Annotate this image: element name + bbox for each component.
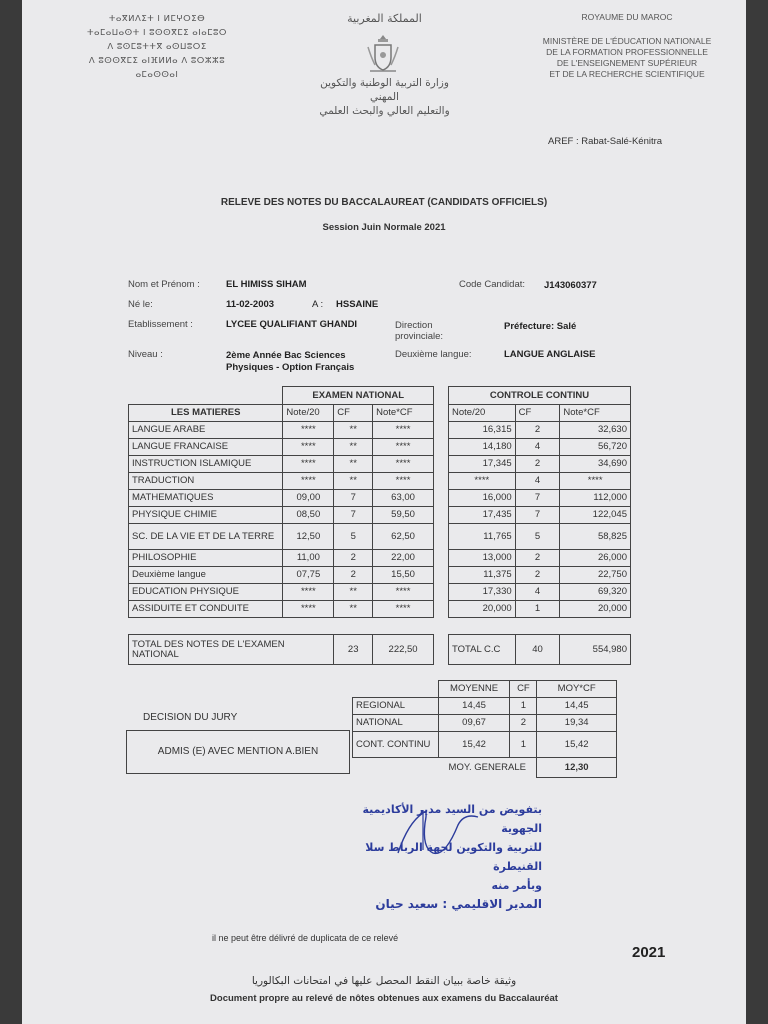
subject-name: INSTRUCTION ISLAMIQUE	[129, 456, 283, 473]
grade-cell: **	[334, 456, 373, 473]
table-row	[449, 490, 631, 507]
grade-cell: 11,00	[283, 550, 334, 567]
table-row	[129, 584, 434, 601]
table-row	[129, 422, 434, 439]
average-moycf: 15,42	[537, 732, 617, 758]
grade-cell: 112,000	[560, 490, 631, 507]
average-label: REGIONAL	[353, 698, 439, 715]
table-row	[353, 732, 617, 758]
table-row	[129, 456, 434, 473]
table-row	[449, 567, 631, 584]
subject-name: SC. DE LA VIE ET DE LA TERRE	[129, 524, 283, 550]
grade-cell: 59,50	[373, 507, 434, 524]
controle-continu-table	[448, 386, 631, 665]
subject-name: LANGUE ARABE	[129, 422, 283, 439]
total-cc-value: 554,980	[560, 635, 631, 665]
second-language-label: Deuxième langue:	[395, 349, 472, 360]
grade-cell: 4	[515, 473, 560, 490]
grade-cell: ****	[283, 601, 334, 618]
table-row	[449, 456, 631, 473]
grade-cell: ****	[283, 456, 334, 473]
table-row	[129, 439, 434, 456]
grade-cell: ****	[560, 473, 631, 490]
grade-cell: 15,50	[373, 567, 434, 584]
birth-place: HSSAINE	[336, 299, 379, 310]
grade-cell: 11,765	[449, 524, 516, 550]
royal-coat-of-arms-icon	[364, 33, 402, 77]
total-exam-label: TOTAL DES NOTES DE L'EXAMEN NATIONAL	[129, 635, 334, 665]
exam-national-table	[128, 386, 434, 665]
grade-cell: 5	[515, 524, 560, 550]
grade-cell: 22,750	[560, 567, 631, 584]
subject-name: PHYSIQUE CHIMIE	[129, 507, 283, 524]
table-row	[129, 524, 434, 550]
handwritten-signature	[378, 798, 488, 868]
tifinagh-line: ⴷ ⵓⵙⵎⵓⵜⵜⴳ ⴰⵙⵡⵓⵔⵉ	[107, 42, 207, 52]
grade-cell: **	[334, 439, 373, 456]
grade-cell: ****	[373, 584, 434, 601]
grade-cell: 09,00	[283, 490, 334, 507]
grade-cell: 07,75	[283, 567, 334, 584]
grade-cell: ****	[373, 601, 434, 618]
candidate-code: J143060377	[544, 280, 597, 291]
column-header: Note*CF	[373, 405, 434, 422]
average-label: NATIONAL	[353, 715, 439, 732]
stamp-line: وبأمر منه	[491, 879, 542, 892]
french-ministry-line: DE LA FORMATION PROFESSIONNELLE	[546, 47, 708, 57]
column-header: Note*CF	[560, 405, 631, 422]
transcript-page	[22, 0, 746, 1024]
grade-cell: 7	[515, 507, 560, 524]
tifinagh-line: ⵜⴰⴳⵍⴷⵉⵜ ⵏ ⵍⵎⵖⵔⵉⴱ	[108, 14, 206, 24]
general-average-value: 12,30	[537, 758, 617, 778]
french-ministry-line: MINISTÈRE DE L'ÉDUCATION NATIONALE	[542, 36, 712, 46]
aref: AREF : Rabat-Salé-Kénitra	[548, 136, 663, 147]
grade-cell: 7	[515, 490, 560, 507]
grade-cell: ****	[449, 473, 516, 490]
arabic-ministry-line: وزارة التربية الوطنية والتكوين المهني	[320, 77, 449, 103]
grade-cell: 11,375	[449, 567, 516, 584]
subject-name: ASSIDUITE ET CONDUITE	[129, 601, 283, 618]
grade-cell: 32,630	[560, 422, 631, 439]
grade-cell: 62,50	[373, 524, 434, 550]
grade-cell: ****	[373, 439, 434, 456]
decision-label: DECISION DU JURY	[143, 712, 238, 723]
table-row	[449, 507, 631, 524]
subject-name: PHILOSOPHIE	[129, 550, 283, 567]
table-row	[449, 422, 631, 439]
subjects-header: LES MATIERES	[129, 405, 283, 422]
table-row	[129, 550, 434, 567]
average-moycf: 19,34	[537, 715, 617, 732]
column-header: MOY*CF	[537, 681, 617, 698]
cc-header: CONTROLE CONTINU	[449, 387, 631, 405]
table-row	[353, 698, 617, 715]
footer-french: Document propre au relevé de nôtes obtenues aux examens du Baccalauréat	[210, 993, 558, 1004]
average-cf: 1	[510, 698, 537, 715]
table-row	[449, 584, 631, 601]
grade-cell: 69,320	[560, 584, 631, 601]
school-label: Etablissement :	[128, 319, 193, 330]
grade-cell: ****	[283, 422, 334, 439]
birth-place-label: A :	[312, 299, 324, 310]
arabic-ministry-line: والتعليم العالي والبحث العلمي	[319, 105, 450, 117]
born-label: Né le:	[128, 299, 153, 310]
table-row	[129, 567, 434, 584]
total-exam-cf: 23	[334, 635, 373, 665]
session: Session Juin Normale 2021	[322, 222, 446, 233]
stamp-line: للتربية والتكوين لجهة الرباط سلا القنيطرة	[365, 841, 542, 873]
stamp-line: بتفويض من السيد مدير الأكاديمية الجهوية	[362, 803, 542, 835]
table-row	[449, 601, 631, 618]
prefecture: Préfecture: Salé	[504, 321, 577, 332]
grade-cell: 20,000	[560, 601, 631, 618]
total-exam-row	[129, 635, 434, 665]
grade-cell: ****	[283, 439, 334, 456]
grade-cell: ****	[373, 456, 434, 473]
grade-cell: ****	[283, 473, 334, 490]
school: LYCEE QUALIFIANT GHANDI	[226, 319, 358, 330]
grade-cell: ****	[373, 422, 434, 439]
arabic-kingdom: المملكة المغربية	[347, 12, 422, 25]
decision-box	[126, 730, 350, 774]
footer-year: 2021	[632, 944, 666, 961]
grade-cell: 08,50	[283, 507, 334, 524]
column-header: MOYENNE	[438, 681, 510, 698]
subject-name: TRADUCTION	[129, 473, 283, 490]
total-cc-label: TOTAL C.C	[449, 635, 516, 665]
grade-cell: 7	[334, 507, 373, 524]
exam-national-header: EXAMEN NATIONAL	[283, 387, 434, 405]
averages-table	[352, 680, 617, 778]
grade-cell: 2	[515, 550, 560, 567]
grade-cell: 1	[515, 601, 560, 618]
grade-cell: 2	[334, 550, 373, 567]
average-moycf: 14,45	[537, 698, 617, 715]
table-row	[129, 490, 434, 507]
total-cc-row	[449, 635, 631, 665]
grade-cell: 2	[334, 567, 373, 584]
table-row	[449, 550, 631, 567]
table-row	[449, 524, 631, 550]
level: 2ème Année Bac Sciences Physiques - Option Français	[226, 350, 355, 373]
subject-name: LANGUE FRANCAISE	[129, 439, 283, 456]
subject-name: Deuxième langue	[129, 567, 283, 584]
grade-cell: **	[334, 584, 373, 601]
candidate-name: EL HIMISS SIHAM	[226, 279, 307, 290]
grade-cell: 4	[515, 439, 560, 456]
grade-cell: 7	[334, 490, 373, 507]
table-row	[129, 601, 434, 618]
french-kingdom: ROYAUME DU MAROC	[581, 12, 673, 22]
grade-cell: **	[334, 601, 373, 618]
general-average-row	[353, 758, 617, 778]
grade-cell: 2	[515, 456, 560, 473]
grade-cell: 2	[515, 422, 560, 439]
grade-cell: 12,50	[283, 524, 334, 550]
grade-cell: 16,315	[449, 422, 516, 439]
tifinagh-line: ⴷ ⵓⵙⵙⴳⵎⵉ ⴰⵏⴼⵍⵍⴰ ⴷ ⵓⵔⵣⵣⵓ ⴰⵎⴰⵙⵙⴰⵏ	[88, 56, 226, 80]
total-cc-cf: 40	[515, 635, 560, 665]
grade-cell: 58,825	[560, 524, 631, 550]
direction-label: Direction provinciale:	[395, 320, 444, 342]
grade-cell: 17,435	[449, 507, 516, 524]
column-header: Note/20	[283, 405, 334, 422]
grade-cell: 17,330	[449, 584, 516, 601]
grade-cell: 5	[334, 524, 373, 550]
average-value: 15,42	[438, 732, 510, 758]
document-title: RELEVE DES NOTES DU BACCALAUREAT (CANDIDATS OFFICIELS)	[220, 197, 548, 208]
birth-date: 11-02-2003	[226, 299, 275, 310]
name-label: Nom et Prénom :	[128, 279, 200, 290]
second-language: LANGUE ANGLAISE	[504, 349, 596, 360]
french-ministry-line: DE L'ENSEIGNEMENT SUPÉRIEUR	[556, 58, 698, 68]
level-label: Niveau :	[128, 349, 163, 360]
stamp-line: المدير الاقليمي : سعيد حيان	[375, 897, 542, 911]
grade-cell: 17,345	[449, 456, 516, 473]
table-row	[129, 507, 434, 524]
table-row	[353, 715, 617, 732]
grade-cell: 20,000	[449, 601, 516, 618]
average-cf: 2	[510, 715, 537, 732]
duplicate-note: il ne peut être délivré de duplicata de ce relevé	[212, 933, 399, 943]
column-header: CF	[334, 405, 373, 422]
grade-cell: 34,690	[560, 456, 631, 473]
table-row	[449, 473, 631, 490]
tifinagh-line: ⵜⴰⵎⴰⵡⴰⵙⵜ ⵏ ⵓⵙⵙⴳⵎⵉ ⴰⵏⴰⵎⵓⵔ	[87, 28, 227, 38]
grade-cell: 26,000	[560, 550, 631, 567]
french-ministry-line: ET DE LA RECHERCHE SCIENTIFIQUE	[549, 69, 705, 79]
average-label: CONT. CONTINU	[353, 732, 439, 758]
general-average-label: MOY. GENERALE	[448, 762, 526, 773]
column-header: CF	[510, 681, 537, 698]
grade-cell: 16,000	[449, 490, 516, 507]
subject-name: EDUCATION PHYSIQUE	[129, 584, 283, 601]
grade-cell: 2	[515, 567, 560, 584]
column-header: CF	[515, 405, 560, 422]
code-label: Code Candidat:	[459, 279, 526, 290]
average-value: 14,45	[438, 698, 510, 715]
grade-cell: 56,720	[560, 439, 631, 456]
header-tifinagh	[72, 12, 242, 82]
grade-cell: ****	[373, 473, 434, 490]
grade-cell: 63,00	[373, 490, 434, 507]
grade-cell: ****	[283, 584, 334, 601]
total-exam-value: 222,50	[373, 635, 434, 665]
footer-arabic: وثيقة خاصة ببيان النقط المحصل عليها في امتحانات البكالوريا	[251, 975, 517, 987]
average-value: 09,67	[438, 715, 510, 732]
subject-name: MATHEMATIQUES	[129, 490, 283, 507]
header-french	[532, 12, 722, 80]
grade-cell: **	[334, 422, 373, 439]
average-cf: 1	[510, 732, 537, 758]
decision-value: ADMIS (E) AVEC MENTION A.BIEN	[157, 746, 319, 757]
table-row	[449, 439, 631, 456]
grade-cell: 22,00	[373, 550, 434, 567]
grade-cell: 13,000	[449, 550, 516, 567]
grade-cell: **	[334, 473, 373, 490]
grade-cell: 4	[515, 584, 560, 601]
table-row	[129, 473, 434, 490]
column-header: Note/20	[449, 405, 516, 422]
grade-cell: 122,045	[560, 507, 631, 524]
grade-cell: 14,180	[449, 439, 516, 456]
